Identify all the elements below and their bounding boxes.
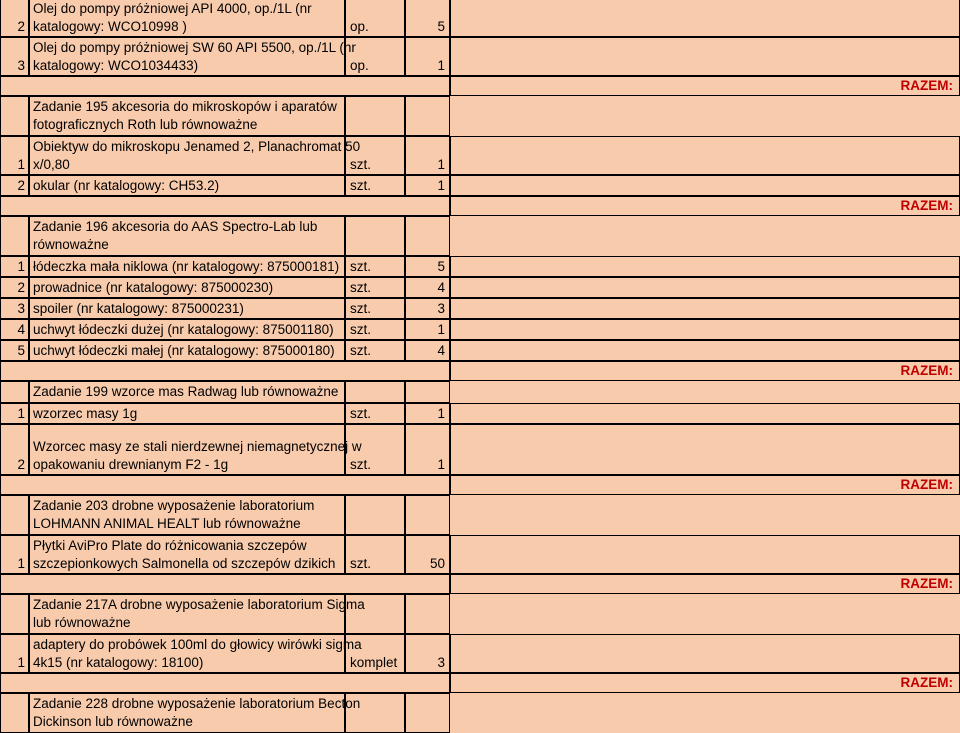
item-right-area — [450, 175, 960, 196]
text-line: Zadanie 217A drobne wyposażenie laboratorium Sigma — [33, 597, 365, 612]
item-quantity: 4 — [405, 340, 450, 361]
item-description — [29, 175, 345, 196]
item-unit: szt. — [345, 175, 405, 196]
razem-label: RAZEM: — [450, 673, 960, 693]
item-number: 2 — [0, 277, 29, 298]
text-line: Zadanie 228 drobne wyposażenie laboratorium Becton — [33, 696, 361, 711]
razem-label: RAZEM: — [450, 196, 960, 216]
item-quantity: 1 — [405, 424, 450, 475]
item-number: 1 — [0, 136, 29, 175]
text-line: spoiler (nr katalogowy: 875000231) — [33, 301, 244, 316]
item-number: 2 — [0, 0, 29, 37]
text-line: katalogowy: WCO10998 ) — [33, 19, 187, 34]
blank-unit-cell — [345, 495, 405, 535]
item-unit: szt. — [345, 535, 405, 574]
blank-qty-cell — [405, 381, 450, 403]
text-line: opakowaniu drewnianym F2 - 1g — [33, 457, 229, 472]
item-description — [29, 298, 345, 319]
item-unit: szt. — [345, 319, 405, 340]
blank-no-cell — [0, 693, 29, 733]
item-description — [29, 319, 345, 340]
item-number: 1 — [0, 256, 29, 277]
item-description — [29, 0, 345, 37]
blank-unit-cell — [345, 594, 405, 634]
razem-blank — [0, 76, 450, 96]
text-line: Olej do pompy próżniowej API 4000, op./1L (nr — [33, 1, 312, 16]
text-line: prowadnice (nr katalogowy: 875000230) — [33, 280, 274, 295]
item-quantity: 3 — [405, 298, 450, 319]
item-unit: szt. — [345, 403, 405, 424]
item-unit: op. — [345, 0, 405, 37]
section-title — [29, 381, 345, 403]
item-quantity: 5 — [405, 256, 450, 277]
text-line: LOHMANN ANIMAL HEALT lub równoważne — [33, 516, 301, 531]
blank-no-cell — [0, 216, 29, 256]
blank-qty-cell — [405, 693, 450, 733]
item-description — [29, 535, 345, 574]
section-title — [29, 693, 361, 733]
text-line: lub równoważne — [33, 615, 131, 630]
section-title — [29, 96, 345, 136]
item-quantity: 1 — [405, 403, 450, 424]
item-quantity: 3 — [405, 634, 450, 673]
item-number: 5 — [0, 340, 29, 361]
item-unit: szt. — [345, 136, 405, 175]
item-number: 2 — [0, 424, 29, 475]
blank-unit-cell — [345, 693, 405, 733]
item-quantity: 1 — [405, 136, 450, 175]
text-line: katalogowy: WCO1034433) — [33, 58, 199, 73]
item-right-area — [450, 403, 960, 424]
blank-no-cell — [0, 96, 29, 136]
text-line: Zadanie 195 akcesoria do mikroskopów i aparatów — [33, 99, 337, 114]
item-right-area — [450, 256, 960, 277]
text-line: Zadanie 199 wzorce mas Radwag lub równoważne — [33, 384, 339, 399]
text-line: równoważne — [33, 237, 109, 252]
blank-qty-cell — [405, 594, 450, 634]
blank-no-cell — [0, 381, 29, 403]
section-title — [29, 594, 365, 634]
item-number: 1 — [0, 634, 29, 673]
blank-qty-cell — [405, 495, 450, 535]
razem-blank — [0, 196, 450, 216]
item-unit: szt. — [345, 424, 405, 475]
item-description — [29, 277, 345, 298]
text-line: x/0,80 — [33, 157, 70, 172]
item-quantity: 5 — [405, 0, 450, 37]
text-line: łódeczka mała niklowa (nr katalogowy: 875000181) — [33, 259, 340, 274]
text-line: uchwyt łódeczki małej (nr katalogowy: 875000180) — [33, 343, 335, 358]
item-description — [29, 634, 362, 673]
razem-blank — [0, 673, 450, 693]
item-right-area — [450, 340, 960, 361]
text-line: uchwyt łódeczki dużej (nr katalogowy: 875001180) — [33, 322, 334, 337]
item-description — [29, 340, 345, 361]
item-unit: szt. — [345, 340, 405, 361]
text-line: 4k15 (nr katalogowy: 18100) — [33, 655, 204, 670]
text-line: Płytki AviPro Plate do różnicowania szczepów — [33, 538, 307, 553]
text-line: wzorzec masy 1g — [33, 406, 138, 421]
text-line: Olej do pompy próżniowej SW 60 API 5500, op./1L (nr — [33, 40, 356, 55]
section-title — [29, 495, 345, 535]
razem-blank — [0, 574, 450, 594]
item-right-area — [450, 0, 960, 37]
item-number: 1 — [0, 535, 29, 574]
item-description — [29, 37, 356, 76]
item-unit: szt. — [345, 277, 405, 298]
item-right-area — [450, 535, 960, 574]
razem-blank — [0, 475, 450, 495]
item-number: 2 — [0, 175, 29, 196]
razem-label: RAZEM: — [450, 574, 960, 594]
blank-unit-cell — [345, 216, 405, 256]
item-description — [29, 256, 345, 277]
blank-unit-cell — [345, 381, 405, 403]
item-quantity: 50 — [405, 535, 450, 574]
razem-blank — [0, 361, 450, 381]
item-right-area — [450, 136, 960, 175]
item-number: 3 — [0, 37, 29, 76]
text-line: Zadanie 203 drobne wyposażenie laboratorium — [33, 498, 315, 513]
item-unit: op. — [345, 37, 405, 76]
item-right-area — [450, 277, 960, 298]
item-right-area — [450, 319, 960, 340]
text-line: Dickinson lub równoważne — [33, 714, 193, 729]
razem-label: RAZEM: — [450, 361, 960, 381]
text-line: szczepionkowych Salmonella od szczepów dzikich — [33, 556, 336, 571]
item-right-area — [450, 634, 960, 673]
blank-qty-cell — [405, 216, 450, 256]
razem-label: RAZEM: — [450, 475, 960, 495]
item-description — [29, 403, 345, 424]
section-title — [29, 216, 345, 256]
item-number: 1 — [0, 403, 29, 424]
item-number: 3 — [0, 298, 29, 319]
item-quantity: 1 — [405, 319, 450, 340]
item-right-area — [450, 424, 960, 475]
item-right-area — [450, 298, 960, 319]
item-quantity: 1 — [405, 175, 450, 196]
item-quantity: 1 — [405, 37, 450, 76]
item-quantity: 4 — [405, 277, 450, 298]
blank-no-cell — [0, 495, 29, 535]
blank-unit-cell — [345, 96, 405, 136]
razem-label: RAZEM: — [450, 76, 960, 96]
text-line: Obiektyw do mikroskopu Jenamed 2, Planachromat 50 — [33, 139, 361, 154]
item-unit: szt. — [345, 298, 405, 319]
text-line: Zadanie 196 akcesoria do AAS Spectro-Lab lub — [33, 219, 318, 234]
text-line: fotograficznych Roth lub równoważne — [33, 117, 258, 132]
item-unit: komplet — [345, 634, 405, 673]
text-line: Wzorcec masy ze stali nierdzewnej niemagnetycznej w — [33, 439, 362, 454]
text-line: okular (nr katalogowy: CH53.2) — [33, 178, 220, 193]
blank-qty-cell — [405, 96, 450, 136]
item-right-area — [450, 37, 960, 76]
blank-no-cell — [0, 594, 29, 634]
item-number: 4 — [0, 319, 29, 340]
item-unit: szt. — [345, 256, 405, 277]
text-line: adaptery do probówek 100ml do głowicy wirówki sigma — [33, 637, 362, 652]
